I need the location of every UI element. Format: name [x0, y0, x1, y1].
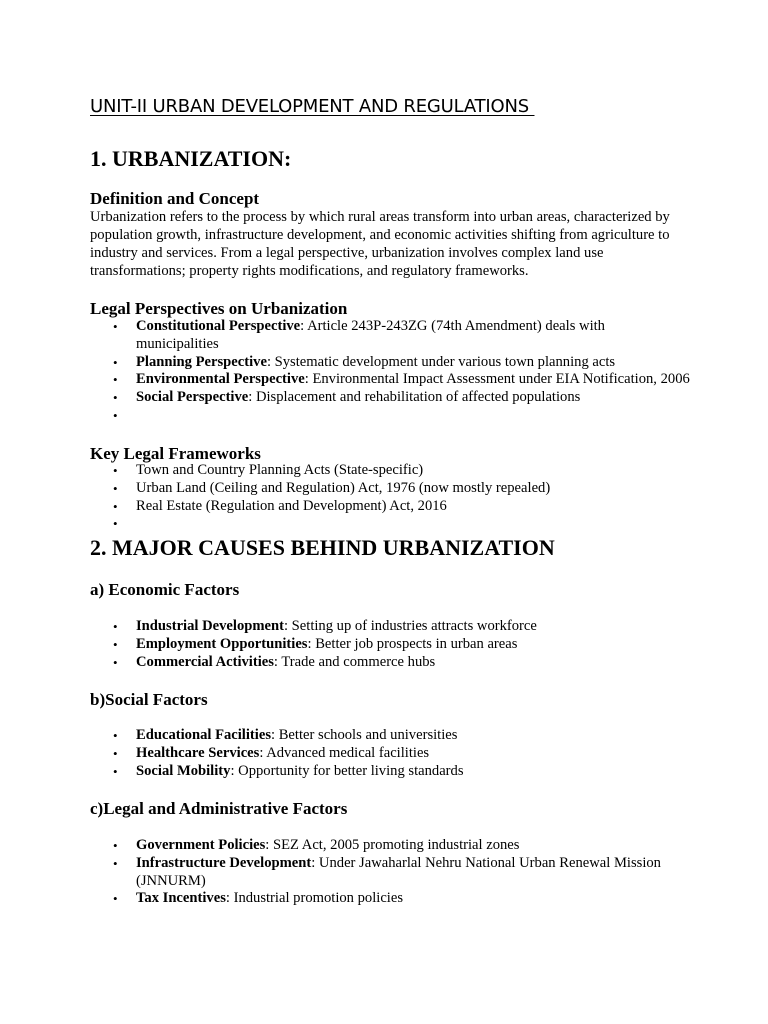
bullet-icon: •	[113, 372, 118, 388]
list-item-term: Commercial Activities	[136, 653, 274, 670]
list-item	[90, 498, 690, 516]
definition-paragraph: Urbanization refers to the process by which rural areas transform into urban areas, characterized by population growth, infrastructure development, and economic activities shifting from agriculture to industry and services. From a legal perspective, urbanization involves complex land use transformations; property rights modifications, and regulatory frameworks.	[90, 209, 670, 279]
list-item	[90, 654, 690, 672]
list-item-text: Urban Land (Ceiling and Regulation) Act, 1976 (now mostly repealed)	[136, 479, 551, 496]
bullet-icon: •	[113, 728, 118, 743]
list-item-term: Infrastructure Development	[136, 854, 312, 871]
list-item	[90, 407, 690, 425]
subheading-legal-perspectives: Legal Perspectives on Urbanization	[90, 299, 348, 318]
list-item-text: : SEZ Act, 2005 promoting industrial zones	[265, 837, 520, 853]
list-item-term: Educational Facilities	[136, 727, 271, 743]
list-item-term: Planning Perspective	[136, 353, 267, 370]
list-item-term: Environmental Perspective	[136, 371, 305, 388]
bullet-icon: •	[113, 891, 118, 907]
list-item-text: : Advanced medical facilities	[259, 744, 430, 761]
bullet-icon: •	[113, 354, 118, 370]
list-item-term: Constitutional Perspective	[136, 318, 301, 334]
list-item-text: : Opportunity for better living standards	[230, 762, 464, 779]
list-item-term: Social Mobility	[136, 762, 231, 779]
list-item-text: : Better job prospects in urban areas	[307, 635, 518, 652]
list-item-text: : Trade and commerce hubs	[273, 653, 436, 670]
list-item	[90, 354, 690, 372]
bullet-icon: •	[113, 763, 118, 779]
subheading-definition: Definition and Concept	[90, 189, 260, 208]
list-item-text: : Article 243P-243ZG (74th Amendment) deals with municipalities	[136, 318, 605, 352]
list-item-text: : Systematic development under various town planning acts	[266, 353, 616, 370]
social-factors-list	[90, 727, 690, 780]
list-item	[90, 890, 690, 908]
legal-admin-factors-list	[90, 837, 690, 908]
economic-factors-list	[90, 618, 690, 671]
bullet-icon: •	[113, 463, 118, 478]
list-item	[90, 618, 690, 636]
list-item	[90, 763, 690, 781]
bullet-icon: •	[113, 636, 118, 652]
list-item	[90, 462, 690, 480]
bullet-icon: •	[113, 619, 118, 634]
section-heading-causes: 2. MAJOR CAUSES BEHIND URBANIZATION	[90, 535, 555, 560]
subheading-economic-factors: a) Economic Factors	[90, 580, 240, 599]
bullet-icon: •	[113, 516, 118, 532]
bullet-icon: •	[113, 498, 118, 514]
list-item-term: Government Policies	[136, 837, 266, 853]
bullet-icon: •	[113, 319, 118, 334]
list-item-term: Employment Opportunities	[136, 635, 308, 652]
list-item	[90, 837, 690, 855]
list-item-text: : Industrial promotion policies	[225, 890, 404, 907]
bullet-icon: •	[113, 838, 118, 853]
list-item-text: : Better schools and universities	[271, 727, 458, 743]
bullet-icon: •	[113, 745, 118, 761]
list-item-text: : Environmental Impact Assessment under EIA Notification, 2006	[304, 371, 690, 388]
list-item-term: Tax Incentives	[136, 890, 226, 907]
bullet-icon: •	[113, 407, 118, 423]
list-item-text: Town and Country Planning Acts (State-specific)	[136, 462, 424, 478]
unit-title: UNIT-II URBAN DEVELOPMENT AND REGULATIONS	[90, 96, 535, 117]
list-item-text: : Displacement and rehabilitation of affected populations	[248, 389, 581, 406]
subheading-key-frameworks: Key Legal Frameworks	[90, 444, 261, 463]
bullet-icon: •	[113, 480, 118, 496]
list-item	[90, 855, 690, 891]
list-item	[90, 515, 690, 533]
list-item-text: : Setting up of industries attracts workforce	[283, 618, 537, 634]
list-item-text: Real Estate (Regulation and Development) Act, 2016	[136, 497, 447, 514]
list-item	[90, 727, 690, 745]
list-item-term: Healthcare Services	[136, 744, 260, 761]
legal-perspectives-list	[90, 318, 690, 425]
bullet-icon: •	[113, 390, 118, 406]
list-item-term: Industrial Development	[136, 618, 284, 634]
list-item	[90, 745, 690, 763]
list-item	[90, 318, 690, 354]
subheading-legal-admin-factors: c)Legal and Administrative Factors	[90, 799, 348, 818]
key-frameworks-list	[90, 462, 690, 533]
bullet-icon: •	[113, 855, 118, 871]
subheading-social-factors: b)Social Factors	[90, 690, 208, 709]
list-item	[90, 389, 690, 407]
list-item-text: : Under Jawaharlal Nehru National Urban Renewal Mission (JNNURM)	[136, 854, 661, 889]
list-item-term: Social Perspective	[136, 389, 249, 406]
list-item	[90, 371, 690, 389]
list-item	[90, 480, 690, 498]
list-item	[90, 636, 690, 654]
section-heading-urbanization: 1. URBANIZATION:	[90, 146, 292, 171]
bullet-icon: •	[113, 654, 118, 670]
